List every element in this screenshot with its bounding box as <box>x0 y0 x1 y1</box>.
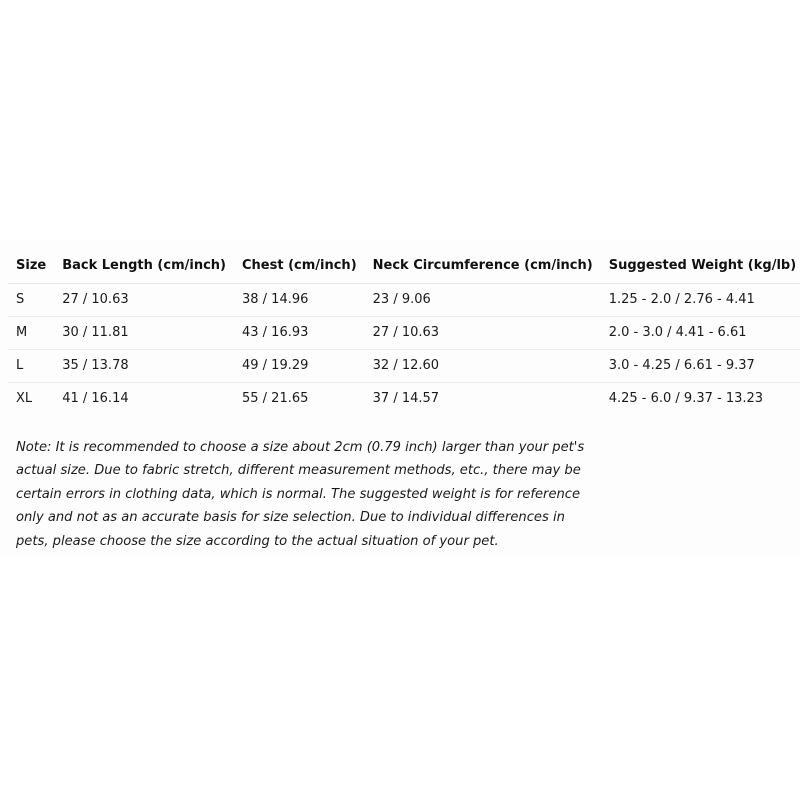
chest-cell: 55 / 21.65 <box>241 390 309 406</box>
table-row-xl <box>8 382 800 415</box>
header-size: Size <box>8 250 54 283</box>
size-cell: L <box>8 349 54 382</box>
chest-cell: 38 / 14.96 <box>234 283 365 316</box>
neck-cell: 37 / 14.57 <box>372 390 440 406</box>
header-back-length: Back Length (cm/inch) <box>54 250 234 283</box>
table-row-m <box>8 316 800 349</box>
size-cell: M <box>8 316 54 349</box>
size-note: Note: It is recommended to choose a size about 2cm (0.79 inch) larger than your pet's actual size. Due to fabric stretch, different measurement methods, etc., there may be certain errors in clothing data, which is normal. The suggested weight is for reference only and not as an accurate basis for size selection. Due to individual differences in pets, please choose the size according to the actual situation of your pet. <box>16 440 585 549</box>
weight-cell: 4.25 - 6.0 / 9.37 - 13.23 <box>608 390 764 406</box>
weight-cell: 1.25 - 2.0 / 2.76 - 4.41 <box>601 283 800 316</box>
back-length-cell: 41 / 16.14 <box>62 390 129 406</box>
table-header-row <box>8 250 800 283</box>
table-row-l <box>8 349 800 382</box>
weight-cell: 3.0 - 4.25 / 6.61 - 9.37 <box>601 349 800 382</box>
size-chart-table <box>8 250 800 415</box>
chest-cell: 43 / 16.93 <box>234 316 365 349</box>
size-cell: S <box>8 283 54 316</box>
header-neck-circumference: Neck Circumference (cm/inch) <box>365 250 601 283</box>
back-length-cell: 30 / 11.81 <box>54 316 234 349</box>
neck-cell: 32 / 12.60 <box>365 349 601 382</box>
back-length-cell: 27 / 10.63 <box>54 283 234 316</box>
neck-cell: 23 / 9.06 <box>365 283 601 316</box>
neck-cell: 27 / 10.63 <box>365 316 601 349</box>
header-suggested-weight: Suggested Weight (kg/lb) <box>601 250 800 283</box>
table-row-s <box>8 283 800 316</box>
header-chest: Chest (cm/inch) <box>234 250 365 283</box>
back-length-cell: 35 / 13.78 <box>54 349 234 382</box>
size-cell: XL <box>16 390 33 406</box>
chest-cell: 49 / 19.29 <box>234 349 365 382</box>
weight-cell: 2.0 - 3.0 / 4.41 - 6.61 <box>601 316 800 349</box>
